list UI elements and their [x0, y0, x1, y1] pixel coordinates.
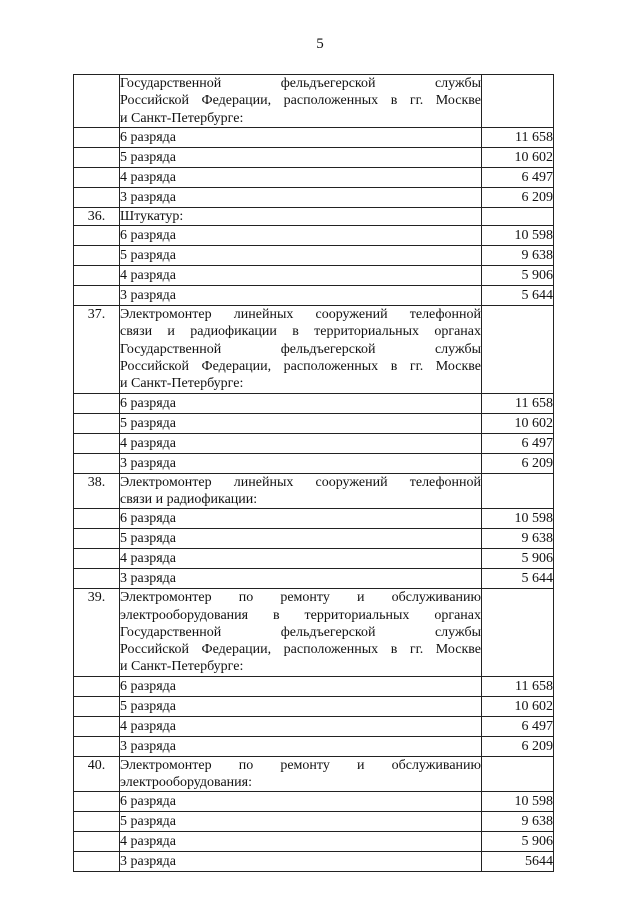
- position-heading-row: [74, 473, 554, 509]
- grade-label: 6 разряда: [120, 127, 482, 147]
- salary-value: 9 638: [482, 246, 554, 266]
- item-number: [74, 716, 120, 736]
- grade-label: 6 разряда: [120, 226, 482, 246]
- grade-row: [74, 569, 554, 589]
- grade-row: [74, 812, 554, 832]
- grade-label: 5 разряда: [120, 413, 482, 433]
- position-title-line: Электромонтер по ремонту и обслуживанию: [120, 590, 481, 606]
- salary-table-body: [74, 75, 554, 872]
- position-heading-row: [74, 306, 554, 393]
- grade-label: 5 разряда: [120, 147, 482, 167]
- item-number: [74, 413, 120, 433]
- position-title-line: Государственной фельдъегерской службы: [120, 76, 481, 91]
- grade-label: 4 разряда: [120, 716, 482, 736]
- position-title: [120, 473, 482, 509]
- item-number: [74, 696, 120, 716]
- item-number: [74, 569, 120, 589]
- grade-label: 6 разряда: [120, 393, 482, 413]
- salary-value: [482, 207, 554, 225]
- position-title: [120, 756, 482, 792]
- position-title-line: Штукатур:: [120, 208, 184, 224]
- position-heading-row: [74, 207, 554, 225]
- item-number: [74, 393, 120, 413]
- grade-row: [74, 266, 554, 286]
- grade-label: 4 разряда: [120, 433, 482, 453]
- grade-row: [74, 167, 554, 187]
- salary-value: [482, 473, 554, 509]
- grade-row: [74, 852, 554, 872]
- position-title-line: Электромонтер по ремонту и обслуживанию: [120, 757, 481, 773]
- position-title-line: Российской Федерации, расположенных в гг. Москве: [120, 642, 481, 658]
- grade-row: [74, 549, 554, 569]
- salary-value: 5 644: [482, 569, 554, 589]
- item-number: [74, 453, 120, 473]
- salary-value: 10 602: [482, 696, 554, 716]
- grade-row: [74, 286, 554, 306]
- salary-value: 5644: [482, 852, 554, 872]
- salary-value: 6 497: [482, 716, 554, 736]
- salary-value: 10 598: [482, 509, 554, 529]
- item-number: [74, 147, 120, 167]
- salary-value: 5 644: [482, 286, 554, 306]
- position-title-line: Электромонтер линейных сооружений телефонной: [120, 474, 481, 490]
- grade-row: [74, 509, 554, 529]
- item-number: [74, 433, 120, 453]
- salary-value: 6 209: [482, 736, 554, 756]
- salary-value: [482, 756, 554, 792]
- position-title-line: и Санкт-Петербурге:: [120, 110, 244, 126]
- salary-value: [482, 589, 554, 676]
- grade-row: [74, 529, 554, 549]
- grade-row: [74, 413, 554, 433]
- salary-value: 9 638: [482, 529, 554, 549]
- item-number: [74, 127, 120, 147]
- grade-row: [74, 832, 554, 852]
- grade-label: 4 разряда: [120, 167, 482, 187]
- item-number: 37.: [74, 306, 120, 393]
- item-number: [74, 852, 120, 872]
- grade-row: [74, 246, 554, 266]
- item-number: 38.: [74, 473, 120, 509]
- salary-value: 6 497: [482, 433, 554, 453]
- salary-value: 6 209: [482, 187, 554, 207]
- salary-value: 9 638: [482, 812, 554, 832]
- position-title-line: и Санкт-Петербурге:: [120, 376, 244, 392]
- salary-value: 10 598: [482, 792, 554, 812]
- grade-row: [74, 433, 554, 453]
- item-number: [74, 509, 120, 529]
- position-heading-row: [74, 75, 554, 128]
- grade-row: [74, 226, 554, 246]
- salary-value: 5 906: [482, 549, 554, 569]
- grade-label: 3 разряда: [120, 736, 482, 756]
- position-title: [120, 306, 482, 393]
- grade-row: [74, 696, 554, 716]
- position-title-line: Государственной фельдъегерской службы: [120, 341, 481, 357]
- salary-value: 5 906: [482, 832, 554, 852]
- grade-label: 3 разряда: [120, 569, 482, 589]
- salary-value: 11 658: [482, 393, 554, 413]
- position-title: [120, 207, 482, 225]
- grade-row: [74, 453, 554, 473]
- grade-label: 5 разряда: [120, 812, 482, 832]
- position-title: [120, 75, 482, 128]
- position-title-line: связи и радиофикации в территориальных органах: [120, 324, 481, 340]
- item-number: [74, 812, 120, 832]
- item-number: [74, 676, 120, 696]
- salary-value: 11 658: [482, 127, 554, 147]
- grade-row: [74, 716, 554, 736]
- page-number: 5: [316, 36, 324, 52]
- position-heading-row: [74, 756, 554, 792]
- salary-value: [482, 75, 554, 128]
- item-number: [74, 792, 120, 812]
- salary-value: 6 209: [482, 453, 554, 473]
- salary-value: 10 602: [482, 413, 554, 433]
- grade-row: [74, 792, 554, 812]
- grade-label: 3 разряда: [120, 852, 482, 872]
- position-title-line: Государственной фельдъегерской службы: [120, 624, 481, 640]
- grade-label: 4 разряда: [120, 549, 482, 569]
- position-title-line: Российской Федерации, расположенных в гг. Москве: [120, 93, 481, 109]
- item-number: [74, 226, 120, 246]
- grade-row: [74, 736, 554, 756]
- item-number: [74, 832, 120, 852]
- grade-label: 5 разряда: [120, 246, 482, 266]
- grade-label: 3 разряда: [120, 187, 482, 207]
- item-number: [74, 736, 120, 756]
- grade-row: [74, 393, 554, 413]
- salary-table: [73, 74, 554, 872]
- item-number: [74, 187, 120, 207]
- item-number: [74, 549, 120, 569]
- item-number: [74, 266, 120, 286]
- position-title-line: электрооборудования в территориальных органах: [120, 607, 481, 623]
- grade-label: 4 разряда: [120, 832, 482, 852]
- grade-row: [74, 187, 554, 207]
- item-number: [74, 167, 120, 187]
- position-title-line: Российской Федерации, расположенных в гг. Москве: [120, 359, 481, 375]
- item-number: [74, 75, 120, 128]
- salary-value: [482, 306, 554, 393]
- grade-label: 5 разряда: [120, 529, 482, 549]
- position-title-line: Электромонтер линейных сооружений телефонной: [120, 307, 481, 323]
- grade-label: 6 разряда: [120, 676, 482, 696]
- salary-value: 10 598: [482, 226, 554, 246]
- item-number: [74, 286, 120, 306]
- item-number: 39.: [74, 589, 120, 676]
- item-number: [74, 246, 120, 266]
- grade-label: 3 разряда: [120, 286, 482, 306]
- salary-value: 10 602: [482, 147, 554, 167]
- grade-label: 6 разряда: [120, 792, 482, 812]
- position-title-line: связи и радиофикации:: [120, 491, 258, 507]
- item-number: 40.: [74, 756, 120, 792]
- grade-row: [74, 127, 554, 147]
- item-number: 36.: [74, 207, 120, 225]
- salary-value: 11 658: [482, 676, 554, 696]
- item-number: [74, 529, 120, 549]
- grade-label: 4 разряда: [120, 266, 482, 286]
- position-title-line: электрооборудования:: [120, 775, 252, 791]
- position-title-line: и Санкт-Петербурге:: [120, 659, 244, 675]
- grade-label: 6 разряда: [120, 509, 482, 529]
- grade-row: [74, 147, 554, 167]
- salary-value: 5 906: [482, 266, 554, 286]
- grade-label: 5 разряда: [120, 696, 482, 716]
- grade-row: [74, 676, 554, 696]
- salary-value: 6 497: [482, 167, 554, 187]
- position-title: [120, 589, 482, 676]
- position-heading-row: [74, 589, 554, 676]
- grade-label: 3 разряда: [120, 453, 482, 473]
